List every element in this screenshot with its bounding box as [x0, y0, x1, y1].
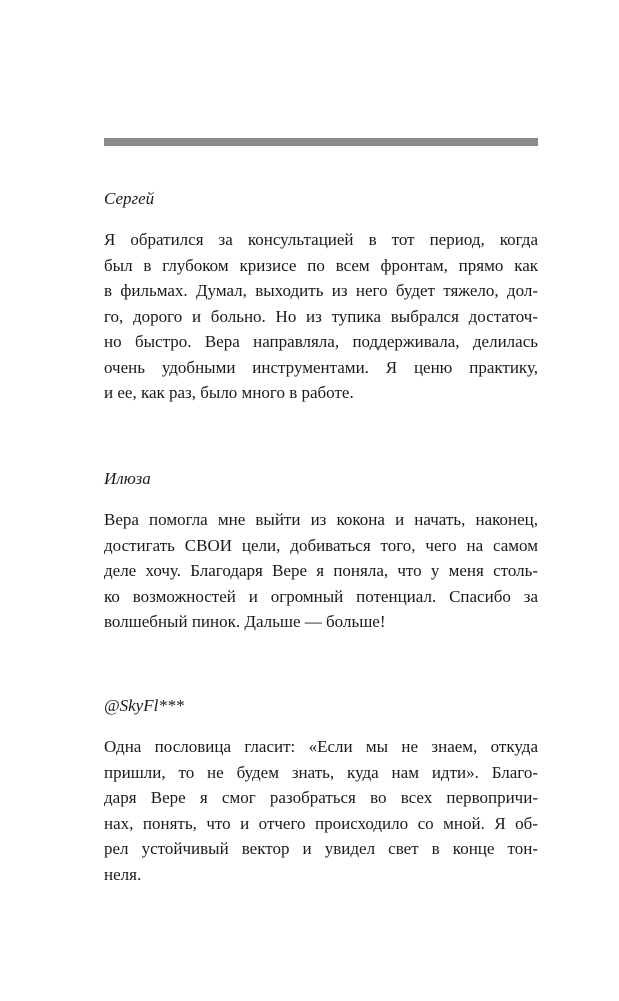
text-line: го, дорого и больно. Но из тупика выбрался достаточ-: [104, 306, 538, 326]
review-skyfl: [104, 693, 538, 887]
text-line: в фильмах. Думал, выходить из него будет тяжело, дол-: [104, 281, 538, 300]
text-line: но быстро. Вера направляла, поддерживала, делилась: [104, 332, 538, 351]
text-line: неля.: [104, 864, 142, 884]
text-line: деле хочу. Благодаря Вере я поняла, что у меня столь-: [104, 561, 538, 580]
review-author: Илюза: [104, 469, 151, 488]
text-line: Я обратился за консультацией в тот период, когда: [104, 230, 538, 249]
review-author: @SkyFl***: [104, 696, 184, 715]
text-line: достигать СВОИ цели, добиваться того, чего на самом: [104, 535, 538, 555]
text-line: пришли, то не будем знать, куда нам идти». Благо-: [104, 762, 538, 782]
text-line: был в глубоком кризисе по всем фронтам, прямо как: [104, 255, 538, 275]
text-line: нах, понять, что и отчего происходило со мной. Я об-: [104, 813, 538, 833]
review-author: Сергей: [104, 189, 155, 208]
review-sergey: [104, 186, 538, 406]
text-line: волшебный пинок. Дальше — больше!: [104, 612, 386, 631]
text-line: Одна пословица гласит: «Если мы не знаем, откуда: [104, 737, 538, 756]
review-text: [104, 507, 538, 635]
review-ilyuza: [104, 466, 538, 635]
review-text: [104, 227, 538, 406]
text-line: очень удобными инструментами. Я ценю практику,: [104, 357, 538, 377]
text-line: даря Вере я смог разобраться во всех первопричи-: [104, 788, 538, 807]
text-line: рел устойчивый вектор и увидел свет в конце тон-: [104, 839, 538, 858]
text-line: и ее, как раз, было много в работе.: [104, 383, 354, 402]
text-line: ко возможностей и огромный потенциал. Спасибо за: [104, 586, 538, 606]
text-line: Вера помогла мне выйти из кокона и начать, наконец,: [104, 510, 538, 529]
top-divider-bar: [104, 138, 538, 146]
review-text: [104, 734, 538, 887]
